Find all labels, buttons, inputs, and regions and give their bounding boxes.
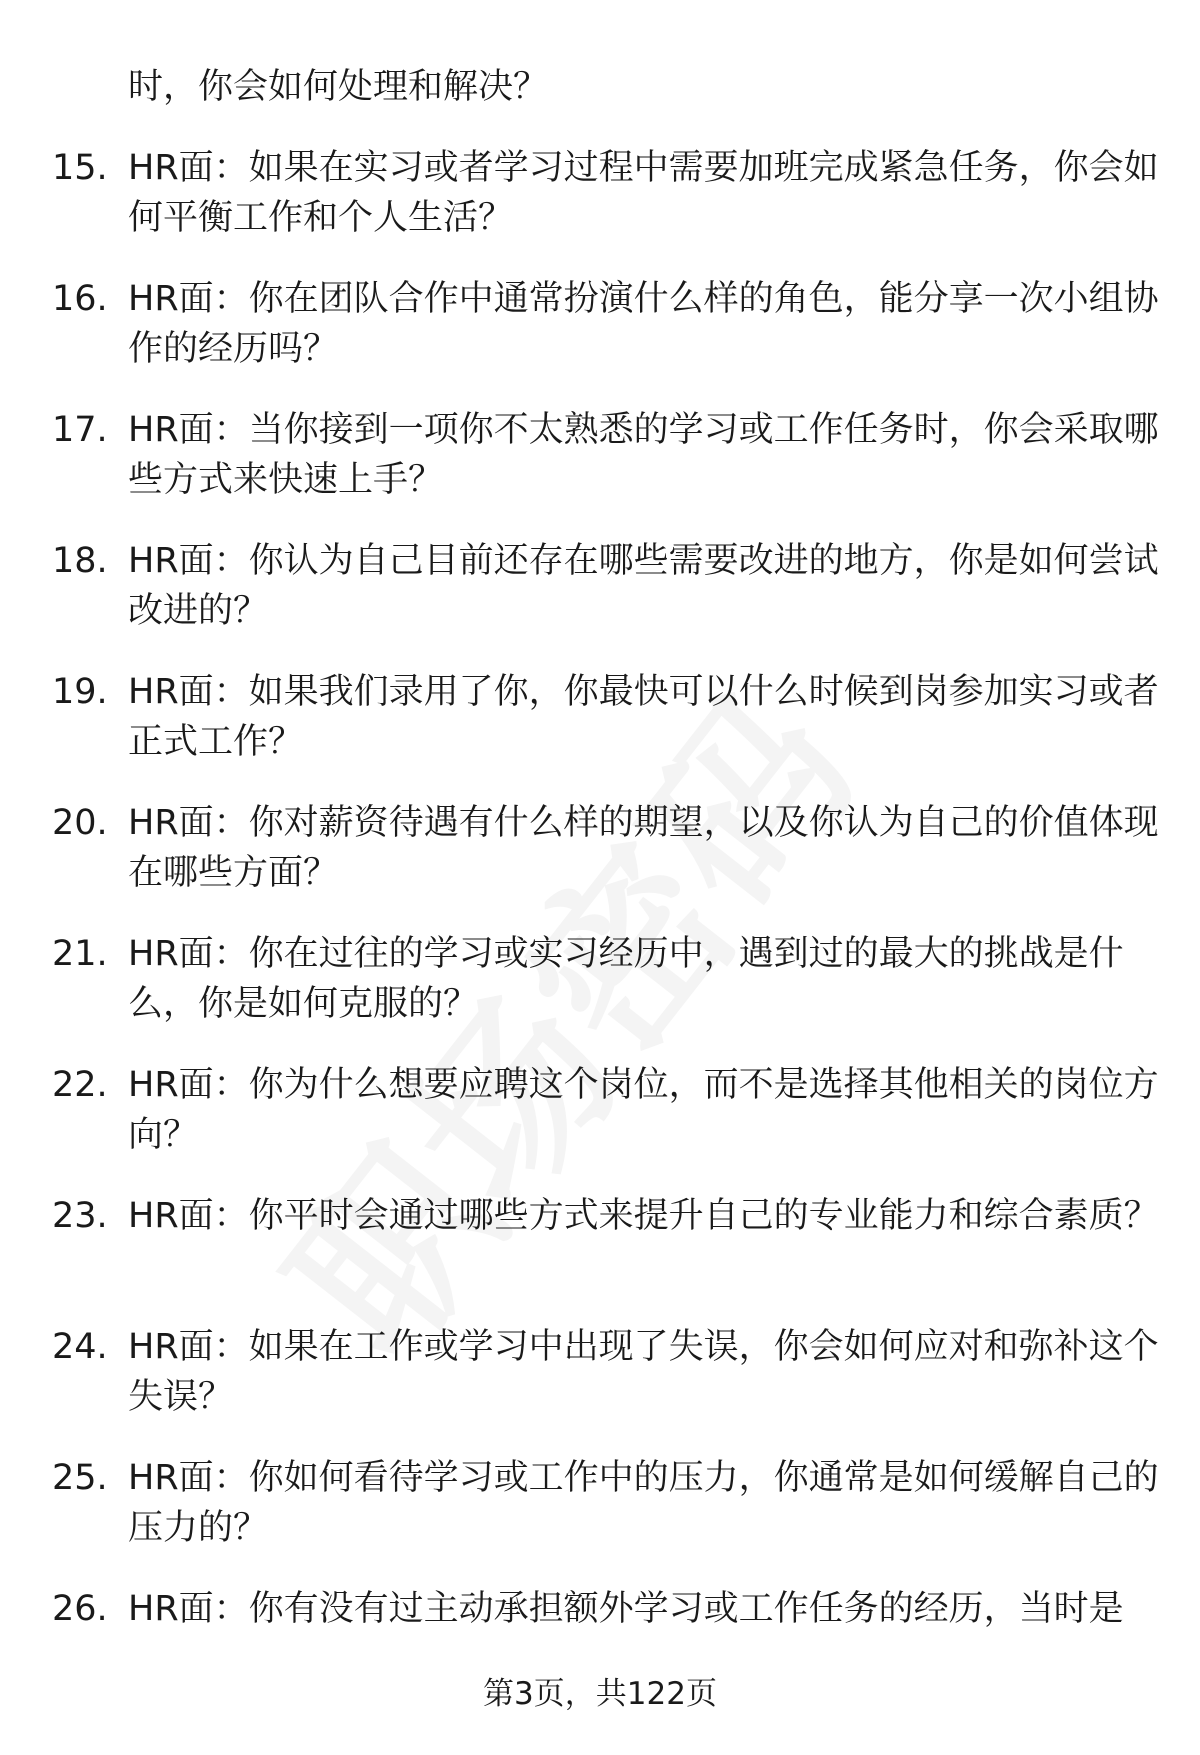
- list-item: [0, 929, 1200, 1060]
- list-item: [0, 667, 1200, 798]
- question-text: HR面：你如何看待学习或工作中的压力，你通常是如何缓解自己的压力的？: [128, 1458, 1159, 1548]
- question-number: 21.: [52, 934, 108, 974]
- list-item: [0, 1060, 1200, 1191]
- question-text: HR面：如果我们录用了你，你最快可以什么时候到岗参加实习或者正式工作？: [128, 672, 1159, 762]
- question-number: 18.: [52, 541, 108, 581]
- question-list: [0, 143, 1200, 1715]
- question-number: 17.: [52, 410, 108, 450]
- list-item: [0, 405, 1200, 536]
- list-item: [0, 1322, 1200, 1453]
- list-item: [0, 536, 1200, 667]
- list-item: [0, 274, 1200, 405]
- list-item: [0, 143, 1200, 274]
- list-item: [0, 1453, 1200, 1584]
- question-number: 25.: [52, 1458, 108, 1498]
- question-text: HR面：如果在工作或学习中出现了失误，你会如何应对和弥补这个失误？: [128, 1327, 1159, 1417]
- question-number: 19.: [52, 672, 108, 712]
- list-item: [0, 798, 1200, 929]
- question-text: HR面：你对薪资待遇有什么样的期望，以及你认为自己的价值体现在哪些方面？: [128, 803, 1159, 893]
- list-item: [0, 1191, 1200, 1322]
- question-number: 23.: [52, 1196, 108, 1236]
- question-text: HR面：如果在实习或者学习过程中需要加班完成紧急任务，你会如何平衡工作和个人生活？: [128, 148, 1159, 238]
- question-number: 16.: [52, 279, 108, 319]
- question-text: HR面：当你接到一项你不太熟悉的学习或工作任务时，你会采取哪些方式来快速上手？: [128, 410, 1159, 500]
- question-text: HR面：你在过往的学习或实习经历中，遇到过的最大的挑战是什么，你是如何克服的？: [128, 934, 1124, 1024]
- question-number: 22.: [52, 1065, 108, 1105]
- page-number-footer: 第3页，共122页: [483, 1676, 717, 1712]
- question-number: 24.: [52, 1327, 108, 1367]
- question-number: 20.: [52, 803, 108, 843]
- question-text: HR面：你认为自己目前还存在哪些需要改进的地方，你是如何尝试改进的？: [128, 541, 1159, 631]
- question-number: 26.: [52, 1589, 108, 1629]
- question-number: 15.: [52, 148, 108, 188]
- question-text: HR面：你平时会通过哪些方式来提升自己的专业能力和综合素质？: [128, 1196, 1159, 1236]
- question-text: HR面：你为什么想要应聘这个岗位，而不是选择其他相关的岗位方向？: [128, 1065, 1159, 1155]
- continuation-text: 时，你会如何处理和解决？: [128, 67, 549, 107]
- question-text: HR面：你在团队合作中通常扮演什么样的角色，能分享一次小组协作的经历吗？: [128, 279, 1159, 369]
- question-text: HR面：你有没有过主动承担额外学习或工作任务的经历，当时是: [128, 1589, 1124, 1629]
